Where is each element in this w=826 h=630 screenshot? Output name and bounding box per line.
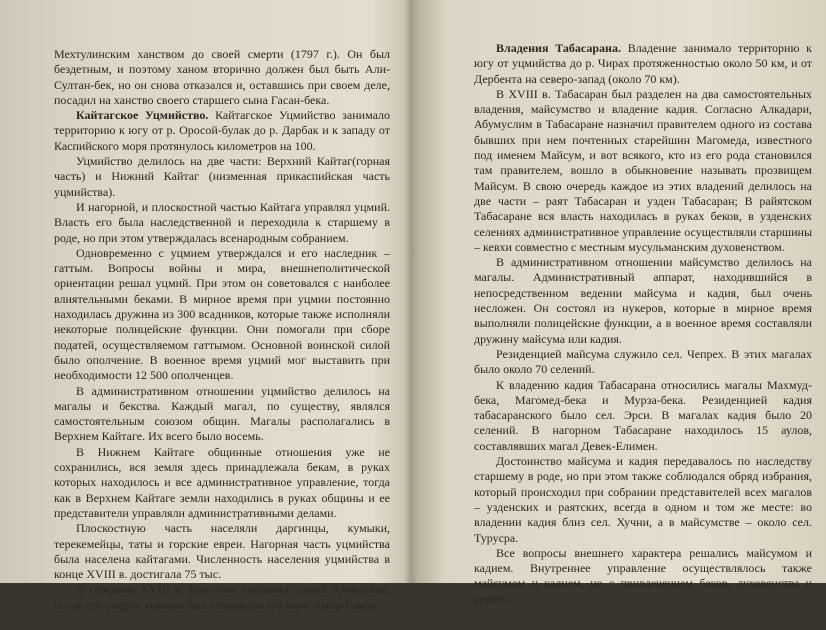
paragraph bbox=[54, 154, 390, 200]
paragraph-text: В середине XVIII в. Кайтагом управлял уцмий Ахмед-хан, после его смерти уцмием был утвержден его внук Амир-Гамза. bbox=[54, 582, 390, 612]
paragraph-text: Владение занимало территорию к югу от уцмийства до р. Чирах протяженностью около 50 км, и от Дербента на северо-запад (около 70 км). bbox=[474, 41, 812, 86]
paragraph-text: В XVIII в. Табасаран был разделен на два самостоятельных владения, майсумство и владение кадия. Согласно Алкадари, Абумуслим в Табасаране назначил правителем одного из состава бывших при нем почтенных старейшин Магомеда, известного под именем Майсум, и вот всякого, кто из его рода становился там правителем, вошло в обыкновение называть прозвищем Майсум. В свою очередь каждое из этих владений делилось на две части – раят Табасаран и узден Табасаран; В райятском Табасаране вся власть находилась в руках беков, в узденских селениях административное управление осуществляли старшины – кевхи совместно с местным мусульманским духовенством. bbox=[474, 86, 812, 254]
paragraph-text: В Нижнем Кайтаге общинные отношения уже не сохранились, вся земля здесь принадлежала бекам, в руках которых находилось и все административное управление, тогда как в Верхнем Кайтаге земли находились в руках общины и ее представители управляли административными делами. bbox=[54, 444, 390, 520]
paragraph-text: Резиденцией майсума служило сел. Чепрех. В этих магалах было около 70 селений. bbox=[474, 346, 812, 377]
section-heading: Владения Табасарана. bbox=[496, 41, 621, 55]
right-page bbox=[474, 0, 812, 624]
paragraph-text: Достоинство майсума и кадия передавалось по наследству старшему в роде, но при этом также соблюдался обряд избрания, который происходил при собрании представителей всех магалов – узденских и раятских, всегда в одном и том же месте: во владении кадия близ сел. Хучни, а в майсумстве – около сел. Турусра. bbox=[474, 454, 812, 545]
paragraph bbox=[54, 200, 390, 246]
paragraph bbox=[54, 582, 390, 613]
paragraph-text: Кайтагское Уцмийство занимало территорию к югу от р. Оросой-булак до р. Дарбак и к западу от Каспийского моря протянулось километров на 100. bbox=[54, 108, 390, 153]
paragraph bbox=[54, 384, 390, 445]
paragraph-text: К владению кадия Табасарана относились магалы Махмуд-бека, Магомед-бека и Мурза-бека. Резиденцией кадия табасаранского было сел. Эрси. В магалах кадия было 20 селений. В нагорном Табасаране находилось 15 аулов, составлявших магал Девек-Елимен. bbox=[474, 377, 812, 453]
paragraph-text: В административном отношении майсумство делилось на магалы. Административный аппарат, находившийся в непосредственном ведении майсума и кадия, был очень несложен. Он состоял из нукеров, которые в мирное время выполняли полицейские функции, а в военное время составляли дружину майсума или кадия. bbox=[474, 255, 812, 346]
paragraph-text: Все вопросы внешнего характера решались майсумом и кадием. Внутреннее управление осуществлялось также майсумом и кадием, но с привлечением беков, духовенства и кевхов. bbox=[474, 545, 812, 606]
paragraph-text: Уцмийство делилось на две части: Верхний Кайтаг(горная часть) и Нижний Кайтаг (низменная прикаспийская часть уцмийства). bbox=[54, 154, 390, 199]
paragraph bbox=[54, 246, 390, 384]
paragraph bbox=[474, 347, 812, 378]
paragraph bbox=[474, 255, 812, 347]
paragraph bbox=[474, 454, 812, 546]
paragraph bbox=[474, 87, 812, 255]
paragraph-text: В административном отношении уцмийство делилось на магалы и бекства. Каждый магал, по существу, являлся самостоятельным союзом общин. Магалы располагались в Верхнем Кайтаге. Их всего было восемь. bbox=[54, 383, 390, 444]
paragraph bbox=[54, 47, 390, 108]
section-heading: Кайтагское Уцмийство. bbox=[76, 108, 209, 123]
paragraph bbox=[54, 521, 390, 582]
paragraph bbox=[54, 108, 390, 154]
paragraph bbox=[474, 378, 812, 454]
paragraph-text: И нагорной, и плоскостной частью Кайтага управлял уцмий. Власть его была наследственной и переходила к старшему в роде, но при этом утверждалась всенародным собранием. bbox=[54, 199, 390, 245]
paragraph bbox=[474, 546, 812, 607]
paragraph-text: Плоскостную часть населяли даргинцы, кумыки, терекемейцы, таты и горские евреи. Нагорная часть уцмийства была населена кайтагами. Численность населения уцмийства в конце XVIII в. достигала 75 тыс. bbox=[54, 521, 390, 582]
paragraph-text: Мехтулинским ханством до своей смерти (1797 г.). Он был бездетным, и поэтому ханом вторично должен был быть Али-Султан-бек, но он снова отказался и, оставшись при своем деле, посадил на ханство своего старшего сына Гасан-бека. bbox=[54, 47, 390, 107]
paragraph-text: Одновременно с уцмием утверждался и его наследник – гаттым. Вопросы войны и мира, внешнеполитической ориентации решал уцмий. При этом он советовался с наиболее влиятельными беками. В мирное время при уцмии постоянно находилась дружина из 300 всадников, которые также исполняли некоторые полицейские функции. Они помогали при сборе податей, осуществляемом гаттымом. Основной воинской силой было ополчение. В военное время уцмий мог выставить при необходимости 12 500 ополченцев. bbox=[54, 245, 390, 383]
left-page bbox=[54, 0, 390, 630]
paragraph bbox=[474, 41, 812, 87]
book-gutter bbox=[404, 0, 418, 583]
paragraph bbox=[54, 445, 390, 521]
